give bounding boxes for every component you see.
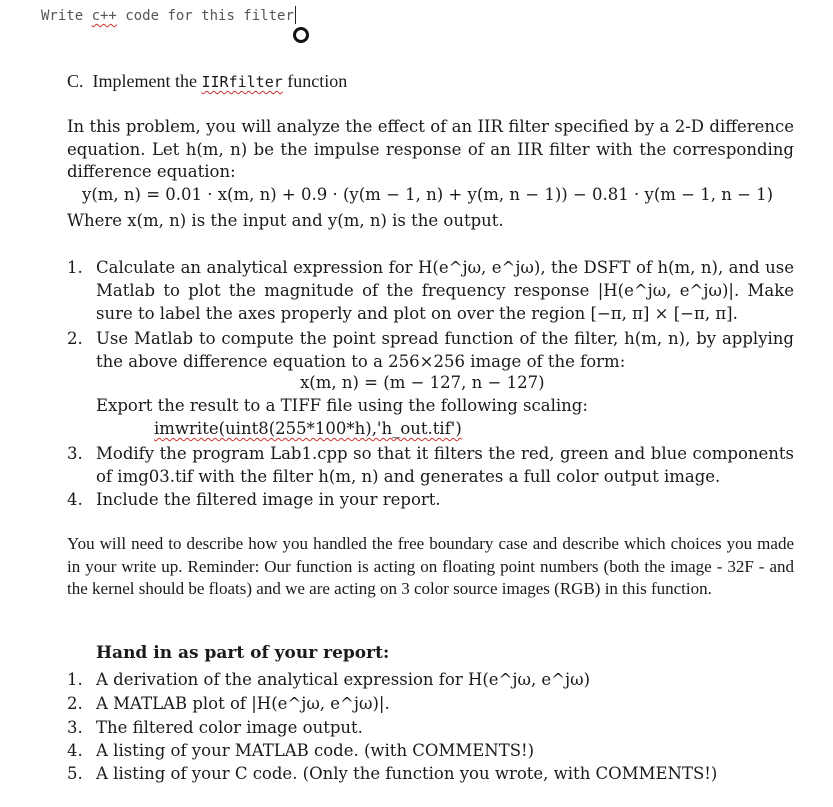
imwrite-code [154, 419, 462, 438]
task-text: Include the filtered image in your report. [96, 490, 441, 509]
hand-in-text: A derivation of the analytical expression for H(e^jω, e^jω) [96, 670, 591, 689]
task-number: 2. [67, 329, 83, 348]
hand-in-item [67, 668, 794, 691]
task-item [67, 442, 794, 488]
section-heading [67, 70, 347, 93]
hand-in-title: Hand in as part of your report: [96, 643, 390, 663]
task-number: 1. [67, 258, 83, 277]
hand-in-item [67, 716, 794, 739]
circle-icon [293, 27, 309, 43]
boundary-paragraph: You will need to describe how you handled the free boundary case and describe which choices you made in your write up. Reminder: Our function is acting on floating point numbers (both the image - 32F - and the kernel should be floats) and we are acting on 3 color source images (RGB) in this function. [67, 534, 794, 598]
heading-text: Implement the [92, 71, 197, 91]
prompt-text-before: Write [41, 8, 92, 24]
difference-equation: y(m, n) = 0.01 · x(m, n) + 0.9 · (y(m − 1, n) + y(m, n − 1)) − 0.81 · y(m − 1, n − 1) [82, 185, 774, 204]
hand-in-number: 4. [67, 741, 83, 760]
task-item [67, 256, 794, 326]
task-text: Calculate an analytical expression for H(e^jω, e^jω), the DSFT of h(m, n), and use Matlab to plot the magnitude of the frequency response |H(e^jω, e^jω)|. Make sure to label the axes properly and plot on over the region [−π, π] × [−π, π]. [96, 258, 794, 323]
imwrite-text: imwrite(uint8(255*100*h),'h_out.tif') [154, 419, 462, 438]
hand-in-item [67, 739, 794, 762]
hand-in-number: 2. [67, 694, 83, 713]
heading-text-end: function [287, 71, 348, 91]
task-number: 3. [67, 444, 83, 463]
task-item [67, 488, 794, 511]
hand-in-item [67, 762, 794, 785]
hand-in-text: The filtered color image output. [96, 718, 363, 737]
hand-in-text: A MATLAB plot of |H(e^jω, e^jω)|. [96, 694, 390, 713]
task-number: 4. [67, 490, 83, 509]
chat-prompt-input[interactable] [41, 6, 296, 24]
function-name: IIRfilter [201, 73, 283, 91]
hand-in-number: 1. [67, 670, 83, 689]
where-line: Where x(m, n) is the input and y(m, n) is the output. [67, 211, 504, 230]
hand-in-item [67, 692, 794, 715]
prompt-spellcheck-word: c++ [91, 8, 117, 24]
hand-in-text: A listing of your C code. (Only the function you wrote, with COMMENTS!) [96, 764, 718, 783]
hand-in-number: 5. [67, 764, 83, 783]
prompt-text-after: code for this filter [116, 8, 294, 24]
input-image-equation: x(m, n) = (m − 127, n − 127) [300, 373, 545, 392]
hand-in-text: A listing of your MATLAB code. (with COMMENTS!) [96, 741, 535, 760]
heading-letter: C. [67, 71, 84, 91]
text-caret [295, 6, 296, 24]
task-text: Modify the program Lab1.cpp so that it filters the red, green and blue components of img03.tif with the filter h(m, n) and generates a full color output image. [96, 444, 794, 486]
task-text: Use Matlab to compute the point spread function of the filter, h(m, n), by applying the above difference equation to a 256×256 image of the form: [96, 329, 794, 371]
export-instruction: Export the result to a TIFF file using the following scaling: [96, 396, 588, 415]
intro-paragraph: In this problem, you will analyze the effect of an IIR filter specified by a 2-D difference equation. Let h(m, n) be the impulse response of an IIR filter with the corresponding difference equation: [67, 117, 794, 181]
hand-in-number: 3. [67, 718, 83, 737]
